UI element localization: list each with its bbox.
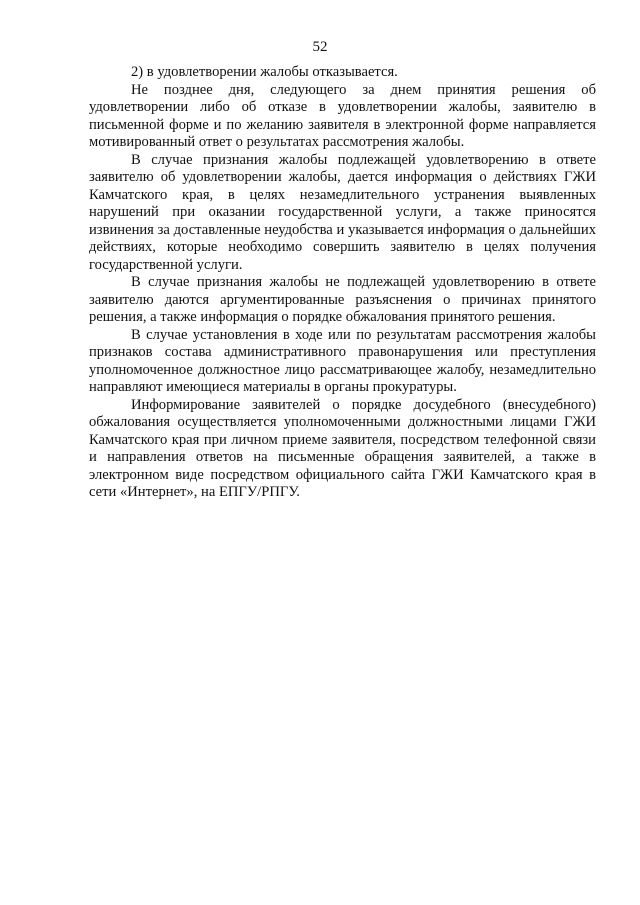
paragraph-complaint-satisfied: В случае признания жалобы подлежащей удовлетворению в ответе заявителю об удовлетворении жалобы, дается информация о действиях ГЖИ Камчатского края, в целях незамедлительного устранения выявленных нарушений при оказании государственной услуги, а также приносятся извинения за доставленные неудобства и указывается информация о дальнейших действиях, которые необходимо совершить заявителю в целях получения государственной услуги. [89, 151, 596, 273]
paragraph-response-deadline: Не позднее дня, следующего за днем принятия решения об удовлетворении либо об отказе в удовлетворении жалобы, заявителю в письменной форме и по желанию заявителя в электронной форме направляется мотивированный ответ о результатах рассмотрения жалобы. [89, 81, 596, 150]
paragraph-complaint-rejected: В случае признания жалобы не подлежащей удовлетворению в ответе заявителю даются аргументированные разъяснения о причинах принятого решения, а также информация о порядке обжалования принятого решения. [89, 274, 596, 325]
paragraph-informing-applicants: Информирование заявителей о порядке досудебного (внесудебного) обжалования осуществляется уполномоченными должностными лицами ГЖИ Камчатского края при личном приеме заявителя, посредством телефонной связи и направления ответов на письменные обращения заявителей, а также в электронном виде посредством официального сайта ГЖИ Камчатского края в сети «Интернет», на ЕПГУ/РПГУ. [89, 396, 596, 500]
page-number: 52 [312, 39, 328, 55]
paragraph-refusal-item: 2) в удовлетворении жалобы отказывается. [131, 64, 398, 80]
paragraph-offense-detected: В случае установления в ходе или по результатам рассмотрения жалобы признаков состава административного правонарушения или преступления уполномоченное должностное лицо рассматривающее жалобу, незамедлительно направляют имеющиеся материалы в органы прокуратуры. [89, 326, 596, 395]
body-text [89, 64, 596, 502]
